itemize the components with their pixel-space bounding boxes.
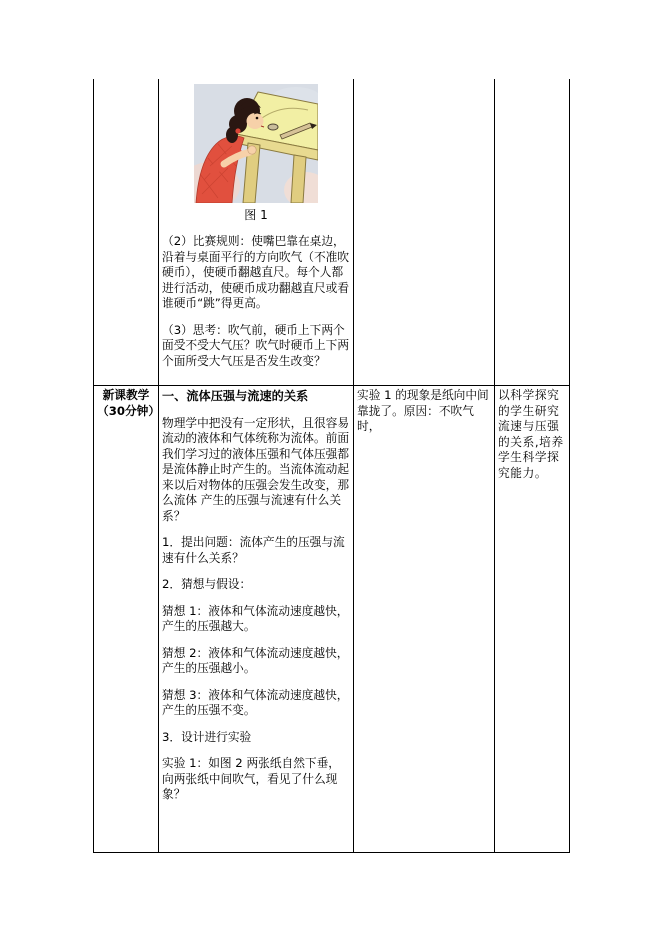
stage-duration: （30分钟） bbox=[97, 403, 161, 418]
girl-face bbox=[247, 113, 264, 129]
table-row bbox=[94, 386, 570, 853]
design-intent-cell bbox=[495, 386, 570, 853]
notes-cell-empty bbox=[354, 79, 495, 386]
hair-tie bbox=[235, 128, 240, 133]
stage-name: 新课教学 bbox=[102, 388, 150, 402]
table-row bbox=[94, 79, 570, 386]
figure-1 bbox=[194, 84, 318, 203]
experiment-design-paragraph: 3．设计进行实验 bbox=[162, 729, 252, 744]
coin bbox=[268, 124, 278, 130]
experiment-observation-note: 实验 1 的现象是纸向中间靠拢了。原因：不吹气时， bbox=[357, 388, 489, 433]
girl-hand bbox=[248, 146, 256, 154]
guess-2-paragraph: 猜想 2：液体和气体流动速度越快，产生的压强越小。 bbox=[162, 645, 349, 675]
girl-eye bbox=[256, 117, 259, 120]
stage-cell-empty bbox=[94, 79, 159, 386]
hypothesis-label-paragraph: 2．猜想与假设： bbox=[162, 577, 252, 591]
guess-3-paragraph: 猜想 3：液体和气体流动速度越快，产生的压强不变。 bbox=[162, 687, 349, 717]
intent-cell-empty bbox=[495, 79, 570, 386]
lesson-content-cell bbox=[159, 386, 354, 853]
figure-1-caption: 图 1 bbox=[244, 208, 268, 222]
guess-1-paragraph: 猜想 1：液体和气体流动速度越快，产生的压强越大。 bbox=[162, 603, 349, 633]
table-leg-right bbox=[291, 155, 306, 203]
stage-cell bbox=[94, 386, 159, 853]
lesson-plan-table bbox=[93, 79, 570, 853]
thinking-question-paragraph: （3）思考：吹气前，硬币上下两个面受不受大气压？吹气时硬币上下两个面所受大气压是否发生改变？ bbox=[162, 322, 350, 368]
question-paragraph: 1．提出问题：流体产生的压强与流速有什么关系？ bbox=[162, 535, 345, 565]
activity-rules-paragraph: （2）比赛规则：使嘴巴靠在桌边，沿着与桌面平行的方向吹气（不准吹硬币），使硬币翻越直尺。每个人都进行活动，使硬币成功翻越直尺或看谁硬币“跳”得更高。 bbox=[162, 234, 350, 310]
fluid-intro-paragraph: 物理学中把没有一定形状，且很容易流动的液体和气体统称为流体。前面我们学习过的液体压强和气体压强都是流体静止时产生的。当流体流动起来以后对物体的压强会发生改变，那么流体 产生的压强与流速有什么关系？ bbox=[162, 415, 350, 523]
section-heading: 一、流体压强与流速的关系 bbox=[162, 389, 309, 403]
experiment-1-paragraph: 实验 1：如图 2 两张纸自然下垂，向两张纸中间吹气，看见了什么现象？ bbox=[162, 756, 340, 801]
figure-1-image bbox=[194, 84, 318, 203]
activity-content-cell bbox=[159, 79, 354, 386]
observation-notes-cell bbox=[354, 386, 495, 853]
design-intent-note: 以科学探究的学生研究流速与压强的关系,培养学生科学探究能力。 bbox=[498, 388, 564, 480]
